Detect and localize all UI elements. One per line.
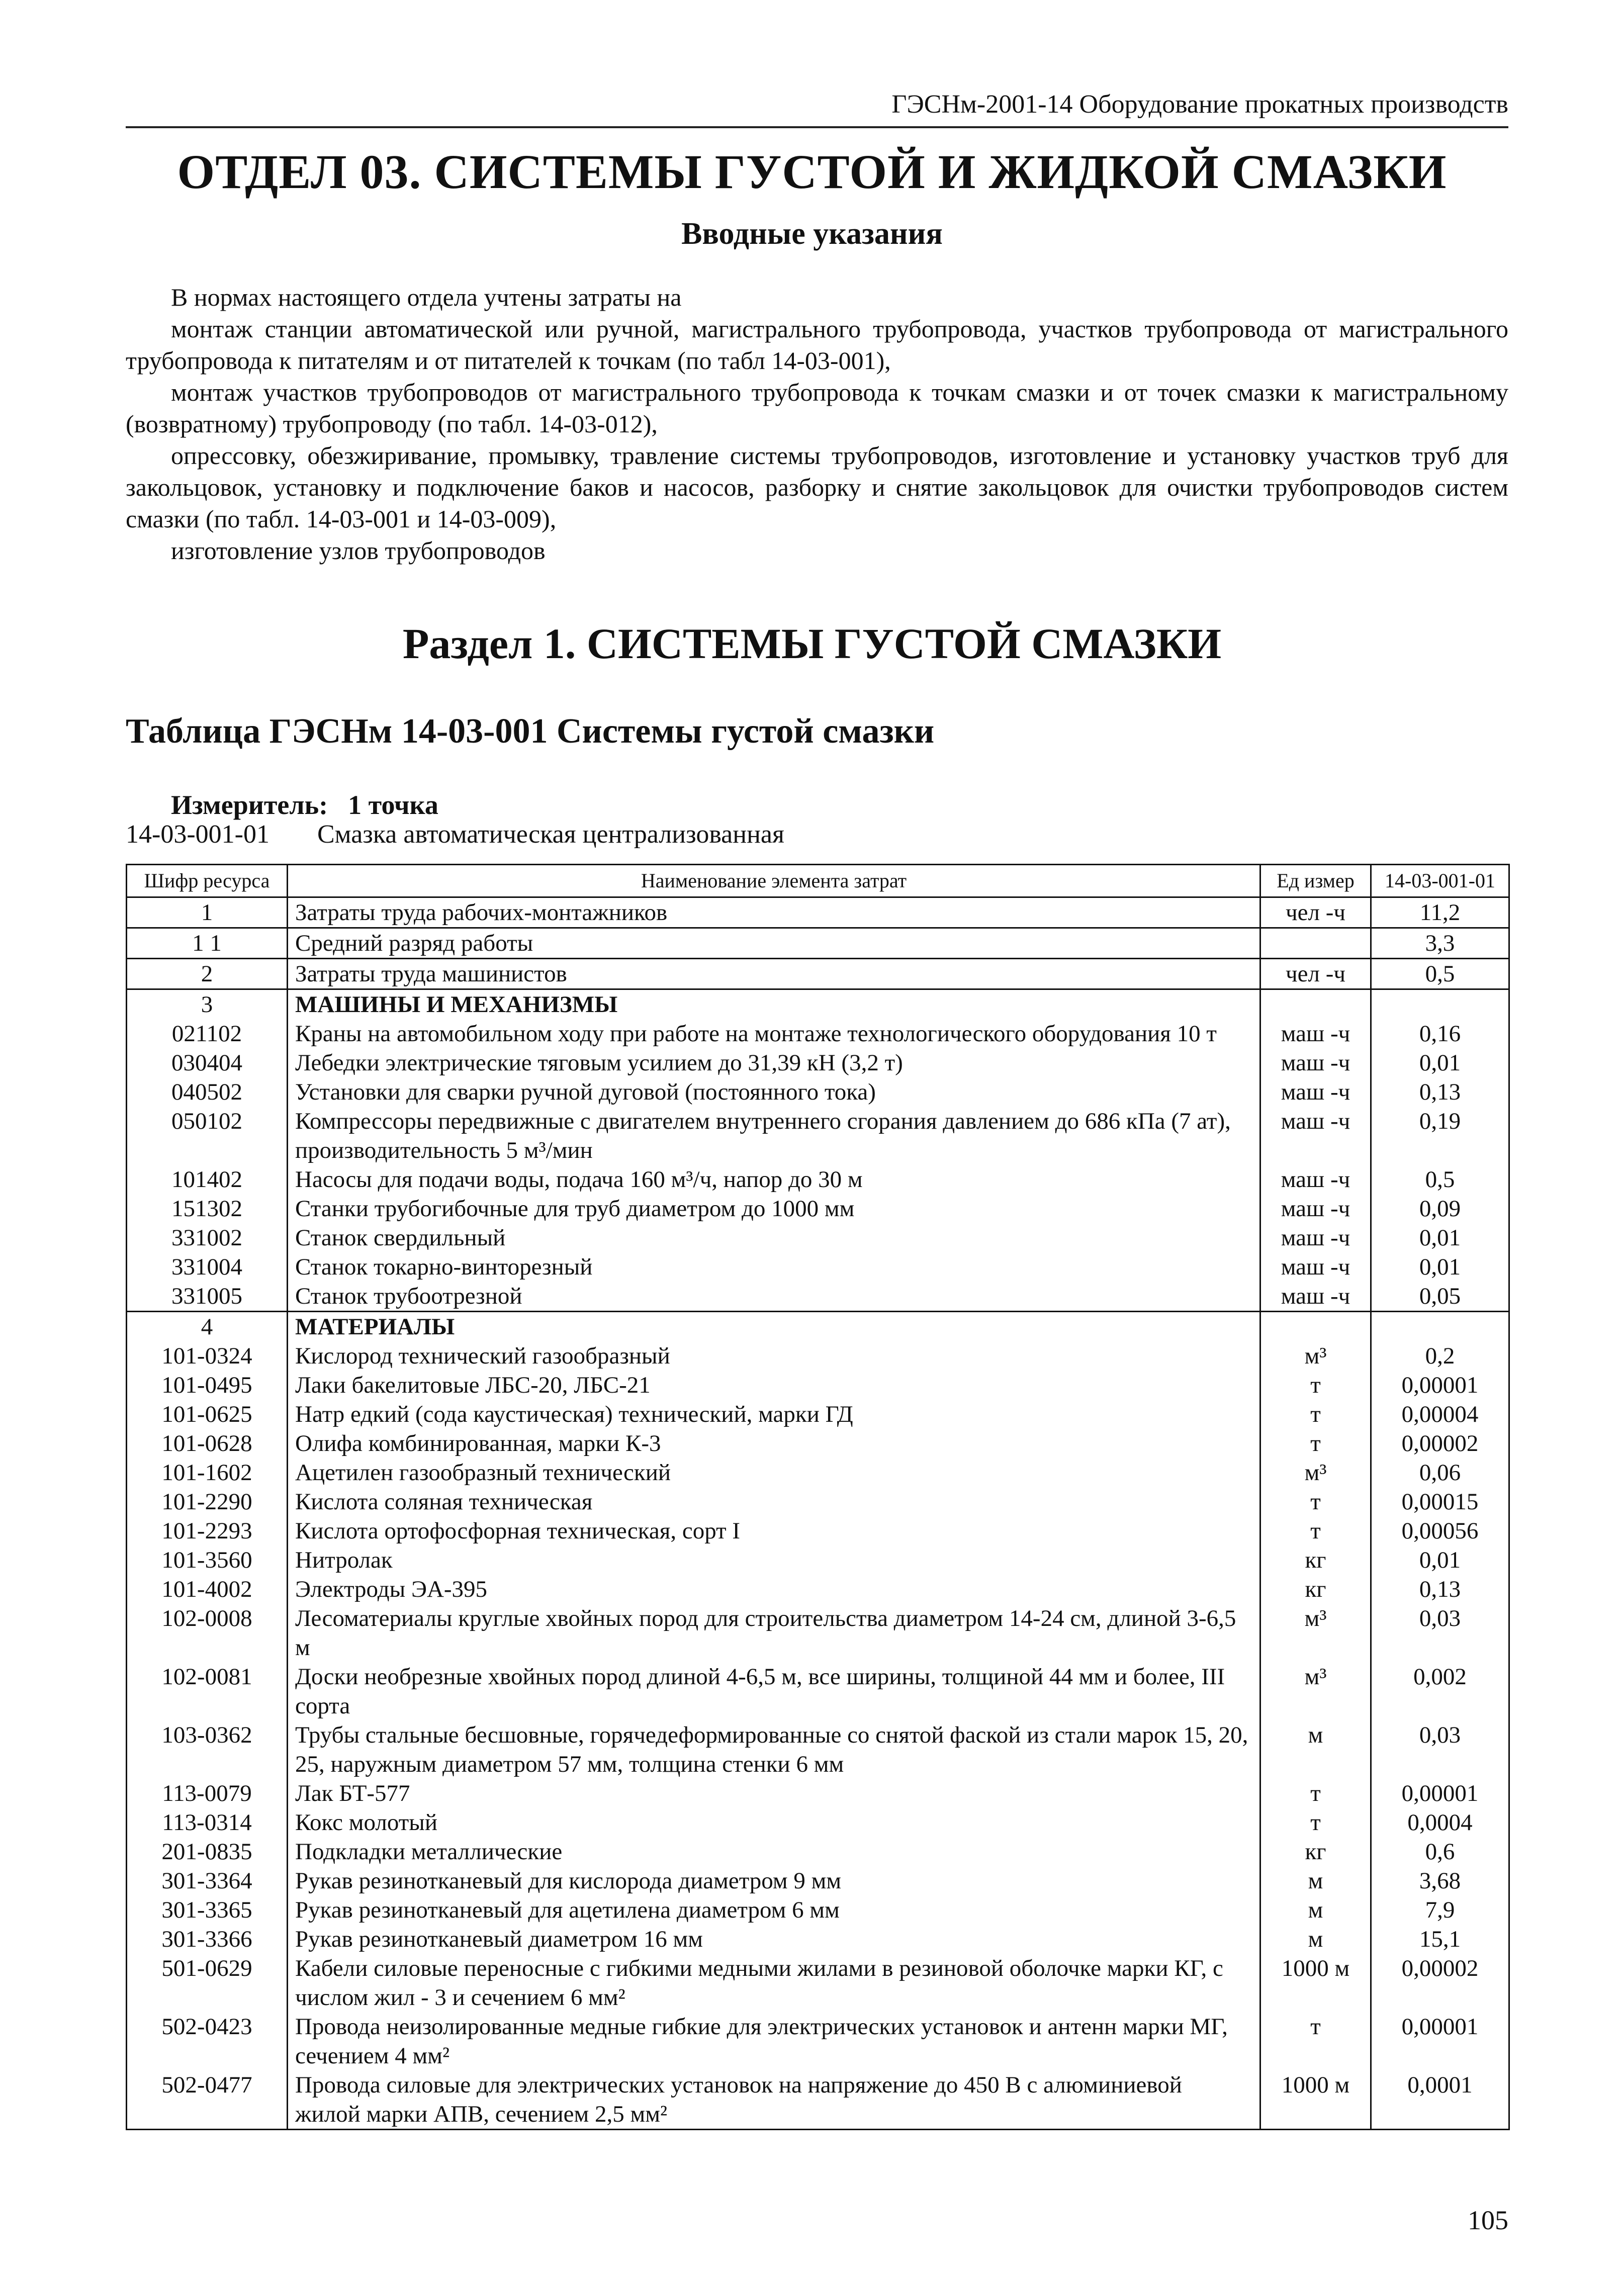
unit-line — [171, 789, 438, 821]
department-title: ОТДЕЛ 03. СИСТЕМЫ ГУСТОЙ И ЖИДКОЙ СМАЗКИ — [177, 145, 1447, 199]
cell-unit: маш -ч — [1260, 1223, 1371, 1252]
intro-item: изготовление узлов трубопроводов — [171, 536, 546, 565]
table-row — [127, 1604, 1509, 1662]
norm-code: 14-03-001-01 — [126, 820, 269, 849]
cell-code: 101-2293 — [127, 1516, 288, 1545]
cell-unit: т — [1260, 1371, 1371, 1400]
unit-value: 1 точка — [348, 790, 438, 820]
cell-name: Кокс молотый — [288, 1808, 1260, 1837]
running-header: ГЭСНм-2001-14 Оборудование прокатных производств — [126, 89, 1508, 128]
cell-name: Электроды ЭА-395 — [288, 1575, 1260, 1604]
cell-value: 0,16 — [1371, 1019, 1509, 1048]
cell-value: 0,01 — [1371, 1545, 1509, 1575]
cell-code: 301-3365 — [127, 1895, 288, 1925]
cell-value: 0,002 — [1371, 1662, 1509, 1720]
cell-name: Трубы стальные бесшовные, горячедеформированные со снятой фаской из стали марок 15, 20, 25, наружным диаметром 57 мм, толщина стенки 6 мм — [288, 1720, 1260, 1779]
cell-value: 0,5 — [1371, 959, 1509, 989]
cell-value: 0,03 — [1371, 1720, 1509, 1779]
cell-value: 0,03 — [1371, 1604, 1509, 1662]
cell-value: 0,00015 — [1371, 1487, 1509, 1516]
cell-unit: маш -ч — [1260, 1194, 1371, 1223]
cell-value: 0,01 — [1371, 1048, 1509, 1077]
cell-unit: м³ — [1260, 1458, 1371, 1487]
cell-code: 331005 — [127, 1282, 288, 1312]
cell-value: 0,0004 — [1371, 1808, 1509, 1837]
cell-code: 201-0835 — [127, 1837, 288, 1866]
cell-name: Компрессоры передвижные с двигателем внутреннего сгорания давлением до 686 кПа (7 ат), производительность 5 м³/мин — [288, 1107, 1260, 1165]
table-row — [127, 1077, 1509, 1107]
cell-unit: т — [1260, 1400, 1371, 1429]
cell-name: Краны на автомобильном ходу при работе на монтаже технологического оборудования 10 т — [288, 1019, 1260, 1048]
cell-value: 0,00002 — [1371, 1429, 1509, 1458]
resource-table — [126, 864, 1510, 2130]
cell-name: Средний разряд работы — [288, 928, 1260, 959]
cell-unit: т — [1260, 1487, 1371, 1516]
cell-value: 0,01 — [1371, 1223, 1509, 1252]
cell-value: 0,00002 — [1371, 1954, 1509, 2012]
table-row — [127, 2012, 1509, 2070]
table-row — [127, 1194, 1509, 1223]
cell-unit: 1000 м — [1260, 1954, 1371, 2012]
cell-code: 101-3560 — [127, 1545, 288, 1575]
cell-value: 0,6 — [1371, 1837, 1509, 1866]
header-name: Наименование элемента затрат — [288, 865, 1260, 897]
cell-value — [1371, 989, 1509, 1020]
cell-value: 15,1 — [1371, 1925, 1509, 1954]
table-group-row — [127, 1312, 1509, 1342]
table-header-row — [127, 865, 1509, 897]
table-row — [127, 1458, 1509, 1487]
intro-lead: В нормах настоящего отдела учтены затраты на — [171, 283, 682, 311]
cell-name: Насосы для подачи воды, подача 160 м³/ч, напор до 30 м — [288, 1165, 1260, 1194]
cell-code: 101-0495 — [127, 1371, 288, 1400]
table-row — [127, 1223, 1509, 1252]
intro-item: опрессовку, обезжиривание, промывку, травление системы трубопроводов, изготовление и установку участков труб для закольцовок, установку и подключение баков и насосов, разборку и снятие закольцовок для очистки трубопроводов систем смазки (по табл. 14-03-001 и 14-03-009), — [126, 441, 1508, 533]
cell-value: 0,13 — [1371, 1077, 1509, 1107]
table-row — [127, 2070, 1509, 2130]
table-row — [127, 1341, 1509, 1371]
cell-value: 0,13 — [1371, 1575, 1509, 1604]
cell-unit: чел -ч — [1260, 897, 1371, 928]
cell-code: 101-1602 — [127, 1458, 288, 1487]
cell-value: 0,06 — [1371, 1458, 1509, 1487]
cell-code: 502-0423 — [127, 2012, 288, 2070]
cell-name: Кислота ортофосфорная техническая, сорт I — [288, 1516, 1260, 1545]
page-number: 105 — [1468, 2205, 1508, 2235]
cell-code: 1 1 — [127, 928, 288, 959]
cell-name: Провода силовые для электрических установок на напряжение до 450 В с алюминиевой жилой марки АПВ, сечением 2,5 мм² — [288, 2070, 1260, 2130]
unit-label: Измеритель: — [171, 790, 328, 820]
cell-value: 0,00001 — [1371, 1779, 1509, 1808]
cell-unit: м³ — [1260, 1604, 1371, 1662]
cell-code: 151302 — [127, 1194, 288, 1223]
cell-name: Станок токарно-винторезный — [288, 1252, 1260, 1282]
cell-unit: м³ — [1260, 1662, 1371, 1720]
table-row — [127, 1808, 1509, 1837]
cell-unit: маш -ч — [1260, 1252, 1371, 1282]
cell-unit — [1260, 1312, 1371, 1342]
cell-value — [1371, 1312, 1509, 1342]
cell-name: Установки для сварки ручной дуговой (постоянного тока) — [288, 1077, 1260, 1107]
cell-unit: т — [1260, 1429, 1371, 1458]
table-row — [127, 1866, 1509, 1895]
cell-code: 501-0629 — [127, 1954, 288, 2012]
cell-name: Станки трубогибочные для труб диаметром до 1000 мм — [288, 1194, 1260, 1223]
cell-code: 101402 — [127, 1165, 288, 1194]
cell-name: Рукав резинотканевый для ацетилена диаметром 6 мм — [288, 1895, 1260, 1925]
cell-value: 0,00004 — [1371, 1400, 1509, 1429]
norm-name: Смазка автоматическая централизованная — [317, 820, 784, 849]
cell-code: 301-3366 — [127, 1925, 288, 1954]
cell-code: 2 — [127, 959, 288, 989]
norm-line — [126, 820, 784, 849]
cell-code: 301-3364 — [127, 1866, 288, 1895]
table-row — [127, 928, 1509, 959]
cell-name: Доски необрезные хвойных пород длиной 4-6,5 м, все ширины, толщиной 44 мм и более, III сорта — [288, 1662, 1260, 1720]
cell-code: 101-0628 — [127, 1429, 288, 1458]
cell-unit — [1260, 989, 1371, 1020]
table-row — [127, 1895, 1509, 1925]
cell-code: 1 — [127, 897, 288, 928]
cell-name: Лак БТ-577 — [288, 1779, 1260, 1808]
cell-code: 030404 — [127, 1048, 288, 1077]
table-row — [127, 1954, 1509, 2012]
cell-name: МАШИНЫ И МЕХАНИЗМЫ — [288, 989, 1260, 1020]
cell-value: 7,9 — [1371, 1895, 1509, 1925]
cell-unit: т — [1260, 1779, 1371, 1808]
table-row — [127, 1720, 1509, 1779]
cell-unit: т — [1260, 1808, 1371, 1837]
cell-unit: м — [1260, 1720, 1371, 1779]
cell-value: 0,2 — [1371, 1341, 1509, 1371]
table-body — [127, 897, 1509, 2130]
cell-code: 102-0081 — [127, 1662, 288, 1720]
cell-name: Затраты труда рабочих-монтажников — [288, 897, 1260, 928]
table-row — [127, 959, 1509, 989]
cell-value: 3,68 — [1371, 1866, 1509, 1895]
cell-unit: чел -ч — [1260, 959, 1371, 989]
table-row — [127, 1545, 1509, 1575]
cell-value: 0,01 — [1371, 1252, 1509, 1282]
cell-unit: маш -ч — [1260, 1107, 1371, 1165]
cell-name: МАТЕРИАЛЫ — [288, 1312, 1260, 1342]
table-row — [127, 1282, 1509, 1312]
table-row — [127, 1837, 1509, 1866]
table-row — [127, 1429, 1509, 1458]
cell-code: 021102 — [127, 1019, 288, 1048]
cell-code: 103-0362 — [127, 1720, 288, 1779]
table-row — [127, 1048, 1509, 1077]
cell-name: Лесоматериалы круглые хвойных пород для строительства диаметром 14-24 см, длиной 3-6,5 м — [288, 1604, 1260, 1662]
header-value: 14-03-001-01 — [1371, 865, 1509, 897]
cell-code: 331002 — [127, 1223, 288, 1252]
cell-unit: кг — [1260, 1575, 1371, 1604]
cell-name: Затраты труда машинистов — [288, 959, 1260, 989]
header-code: Шифр ресурса — [127, 865, 288, 897]
table-row — [127, 1487, 1509, 1516]
cell-code: 3 — [127, 989, 288, 1020]
cell-code: 102-0008 — [127, 1604, 288, 1662]
table-row — [127, 1107, 1509, 1165]
cell-unit: кг — [1260, 1837, 1371, 1866]
cell-value: 0,00001 — [1371, 1371, 1509, 1400]
cell-value: 3,3 — [1371, 928, 1509, 959]
table-row — [127, 1165, 1509, 1194]
table-group-row — [127, 989, 1509, 1020]
cell-name: Станок свердильный — [288, 1223, 1260, 1252]
cell-code: 502-0477 — [127, 2070, 288, 2130]
cell-code: 040502 — [127, 1077, 288, 1107]
table-row — [127, 1371, 1509, 1400]
cell-name: Провода неизолированные медные гибкие для электрических установок и антенн марки МГ, сечением 4 мм² — [288, 2012, 1260, 2070]
table-row — [127, 1575, 1509, 1604]
cell-value: 0,5 — [1371, 1165, 1509, 1194]
cell-name: Лебедки электрические тяговым усилием до 31,39 кН (3,2 т) — [288, 1048, 1260, 1077]
cell-unit: т — [1260, 1516, 1371, 1545]
cell-unit — [1260, 928, 1371, 959]
cell-value: 0,0001 — [1371, 2070, 1509, 2130]
cell-name: Кислота соляная техническая — [288, 1487, 1260, 1516]
cell-unit: маш -ч — [1260, 1019, 1371, 1048]
table-row — [127, 1252, 1509, 1282]
table-row — [127, 1662, 1509, 1720]
cell-unit: м — [1260, 1925, 1371, 1954]
cell-code: 101-0324 — [127, 1341, 288, 1371]
intro-title: Вводные указания — [681, 217, 943, 251]
cell-name: Ацетилен газообразный технический — [288, 1458, 1260, 1487]
cell-name: Подкладки металлические — [288, 1837, 1260, 1866]
intro-item: монтаж станции автоматической или ручной, магистрального трубопровода, участков трубопровода от магистрального трубопровода к питателям и от питателей к точкам (по табл 14-03-001), — [126, 315, 1508, 375]
cell-unit: маш -ч — [1260, 1282, 1371, 1312]
header-unit: Ед измер — [1260, 865, 1371, 897]
table-row — [127, 1516, 1509, 1545]
cell-unit: т — [1260, 2012, 1371, 2070]
table-row — [127, 1019, 1509, 1048]
table-row — [127, 1925, 1509, 1954]
cell-code: 050102 — [127, 1107, 288, 1165]
section-title: Раздел 1. СИСТЕМЫ ГУСТОЙ СМАЗКИ — [402, 619, 1222, 668]
cell-value: 0,19 — [1371, 1107, 1509, 1165]
cell-name: Нитролак — [288, 1545, 1260, 1575]
cell-name: Рукав резинотканевый диаметром 16 мм — [288, 1925, 1260, 1954]
cell-code: 101-0625 — [127, 1400, 288, 1429]
cell-name: Станок трубоотрезной — [288, 1282, 1260, 1312]
cell-code: 113-0079 — [127, 1779, 288, 1808]
intro-item: монтаж участков трубопроводов от магистрального трубопровода к точкам смазки и от точек смазки к магистральному (возвратному) трубопроводу (по табл. 14-03-012), — [126, 378, 1508, 438]
cell-code: 101-4002 — [127, 1575, 288, 1604]
cell-value: 0,05 — [1371, 1282, 1509, 1312]
cell-name: Рукав резинотканевый для кислорода диаметром 9 мм — [288, 1866, 1260, 1895]
table-row — [127, 1400, 1509, 1429]
cell-unit: маш -ч — [1260, 1048, 1371, 1077]
cell-name: Кислород технический газообразный — [288, 1341, 1260, 1371]
cell-value: 11,2 — [1371, 897, 1509, 928]
cell-value: 0,00056 — [1371, 1516, 1509, 1545]
table-title: Таблица ГЭСНм 14-03-001 Системы густой смазки — [126, 712, 935, 751]
cell-unit: м — [1260, 1866, 1371, 1895]
table-row — [127, 1779, 1509, 1808]
cell-code: 331004 — [127, 1252, 288, 1282]
cell-code: 101-2290 — [127, 1487, 288, 1516]
table-row — [127, 897, 1509, 928]
cell-name: Лаки бакелитовые ЛБС-20, ЛБС-21 — [288, 1371, 1260, 1400]
cell-unit: м³ — [1260, 1341, 1371, 1371]
cell-value: 0,00001 — [1371, 2012, 1509, 2070]
cell-unit: кг — [1260, 1545, 1371, 1575]
cell-name: Кабели силовые переносные с гибкими медными жилами в резиновой оболочке марки КГ, с числом жил - 3 и сечением 6 мм² — [288, 1954, 1260, 2012]
cell-value: 0,09 — [1371, 1194, 1509, 1223]
intro-text — [126, 282, 1508, 567]
cell-unit: 1000 м — [1260, 2070, 1371, 2130]
cell-unit: м — [1260, 1895, 1371, 1925]
cell-name: Натр едкий (сода каустическая) технический, марки ГД — [288, 1400, 1260, 1429]
cell-name: Олифа комбинированная, марки К-3 — [288, 1429, 1260, 1458]
cell-unit: маш -ч — [1260, 1165, 1371, 1194]
cell-code: 4 — [127, 1312, 288, 1342]
cell-unit: маш -ч — [1260, 1077, 1371, 1107]
cell-code: 113-0314 — [127, 1808, 288, 1837]
